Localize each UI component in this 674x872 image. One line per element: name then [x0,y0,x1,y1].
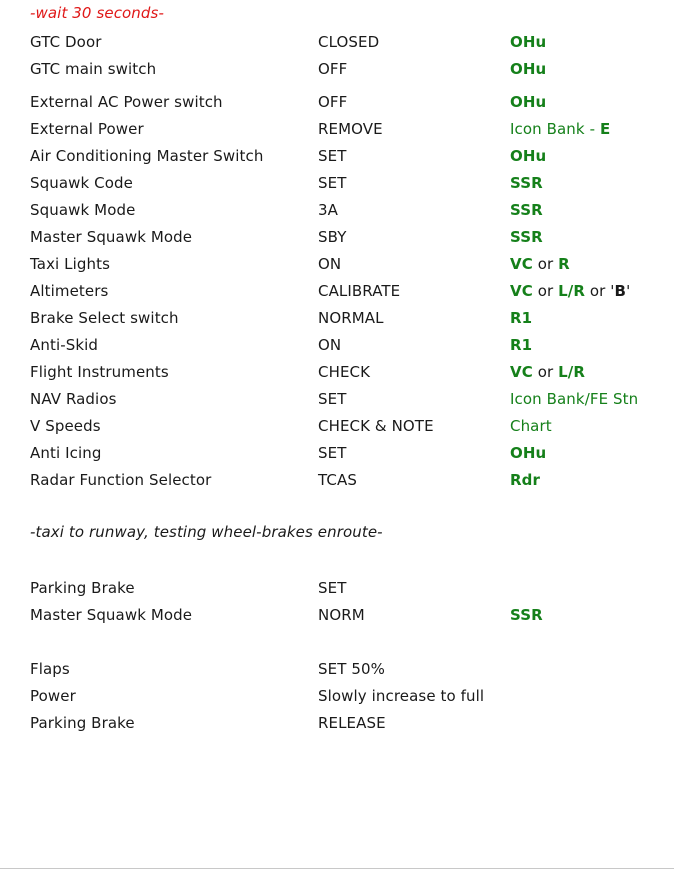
location-segment: E [599,120,611,138]
location-segment: VC [510,255,533,273]
item-label: V Speeds [30,417,101,435]
location-ref [510,118,610,140]
checklist-row [0,577,674,599]
action-value: OFF [318,60,348,78]
checklist-row [0,712,674,734]
location-segment: VC [510,282,533,300]
location-segment: L/R [558,363,585,381]
checklist-row [0,145,674,167]
action-value: Slowly increase to full [318,687,485,705]
action-value: SET [318,390,347,408]
action-value: SET [318,147,347,165]
checklist-row [0,388,674,410]
location-segment: or [532,255,559,273]
checklist-row [0,199,674,221]
item-label: Master Squawk Mode [30,606,193,624]
item-label: Flaps [30,660,70,678]
checklist-row [0,58,674,80]
location-ref [510,415,552,437]
action-value: SET [318,579,347,597]
checklist-row [0,118,674,140]
checklist-row [0,415,674,437]
bottom-divider [0,868,674,869]
location-segment: or [532,282,559,300]
item-label: Power [30,687,76,705]
action-value: TCAS [318,471,357,489]
action-value: REMOVE [318,120,383,138]
location-segment: R [558,255,570,273]
location-segment: OHu [510,147,547,165]
location-segment: or ' [585,282,615,300]
action-value: SET [318,174,347,192]
item-label: Parking Brake [30,579,135,597]
location-ref [510,334,532,356]
location-ref [510,91,546,113]
item-label: Anti-Skid [30,336,99,354]
location-segment: L/R [558,282,585,300]
checklist-row [0,361,674,383]
item-label: Anti Icing [30,444,102,462]
location-segment: R1 [510,309,533,327]
location-segment: OHu [510,33,547,51]
item-label: External AC Power switch [30,93,223,111]
location-segment: B [614,282,627,300]
item-label: Brake Select switch [30,309,179,327]
item-label: Squawk Code [30,174,133,192]
checklist-row [0,172,674,194]
checklist-row [0,253,674,275]
checklist-row [0,334,674,356]
item-label: External Power [30,120,144,138]
location-segment: Rdr [510,471,540,489]
location-ref [510,388,638,410]
action-value: RELEASE [318,714,386,732]
action-value: 3A [318,201,339,219]
location-segment: SSR [510,606,543,624]
location-ref [510,361,585,383]
item-label: Parking Brake [30,714,135,732]
item-label: Flight Instruments [30,363,169,381]
item-label: NAV Radios [30,390,117,408]
location-segment: OHu [510,444,547,462]
action-value: CALIBRATE [318,282,401,300]
action-value: CHECK & NOTE [318,417,434,435]
checklist-row [0,307,674,329]
location-ref [510,226,543,248]
checklist-row [0,658,674,680]
checklist-row [0,31,674,53]
action-value: OFF [318,93,348,111]
location-segment: Icon Bank/FE Stn [510,390,639,408]
action-value: NORM [318,606,365,624]
location-ref [510,199,543,221]
location-ref [510,307,532,329]
location-ref [510,469,540,491]
location-segment: R1 [510,336,533,354]
action-value: NORMAL [318,309,384,327]
checklist-row [0,685,674,707]
action-value: SBY [318,228,347,246]
location-ref [510,31,546,53]
item-label: Altimeters [30,282,109,300]
location-segment: Icon Bank - [510,120,600,138]
location-segment: OHu [510,93,547,111]
item-label: GTC main switch [30,60,157,78]
checklist-row [0,469,674,491]
location-ref [510,442,546,464]
location-segment: ' [626,282,631,300]
action-value: ON [318,336,342,354]
location-ref [510,172,543,194]
checklist-row [0,91,674,113]
location-segment: VC [510,363,533,381]
checklist-row [0,604,674,626]
item-label: Radar Function Selector [30,471,212,489]
location-segment: or [532,363,559,381]
taxi-note: -taxi to runway, testing wheel-brakes enroute- [30,523,383,541]
wait-note: -wait 30 seconds- [30,4,164,22]
item-label: Taxi Lights [30,255,111,273]
location-ref [510,604,543,626]
action-value: ON [318,255,342,273]
action-value: CHECK [318,363,371,381]
item-label: Squawk Mode [30,201,136,219]
item-label: GTC Door [30,33,102,51]
checklist-row [0,280,674,302]
location-segment: SSR [510,174,543,192]
checklist-row [0,226,674,248]
location-segment: OHu [510,60,547,78]
action-value: SET 50% [318,660,385,678]
item-label: Master Squawk Mode [30,228,193,246]
location-ref [510,145,546,167]
location-segment: Chart [510,417,552,435]
location-segment: SSR [510,228,543,246]
item-label: Air Conditioning Master Switch [30,147,264,165]
location-segment: SSR [510,201,543,219]
location-ref [510,58,546,80]
action-value: CLOSED [318,33,380,51]
action-value: SET [318,444,347,462]
location-ref [510,253,570,275]
checklist-row [0,442,674,464]
location-ref [510,280,630,302]
